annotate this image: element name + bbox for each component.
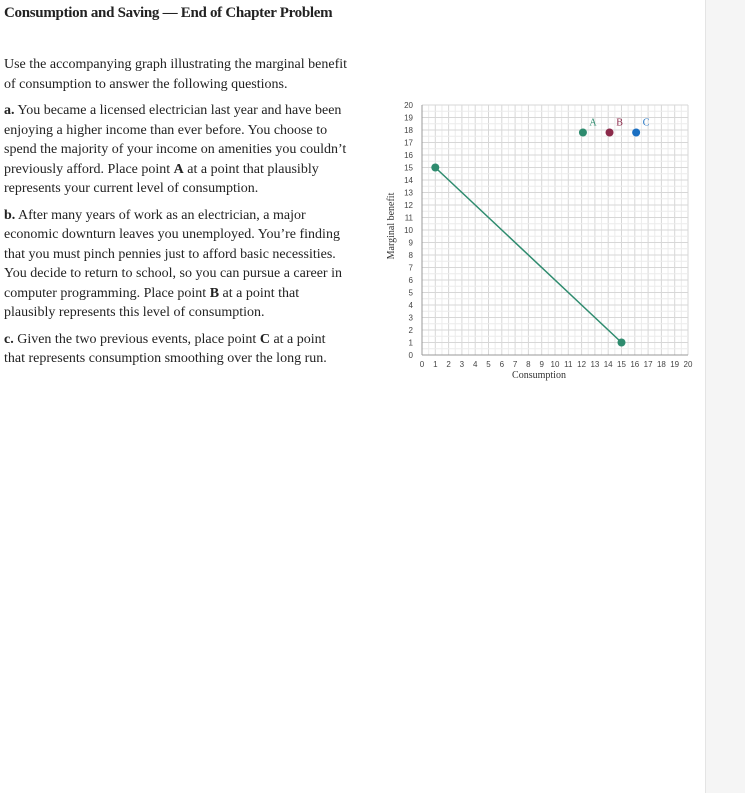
x-tick-label: 12 — [577, 360, 587, 369]
question-c-text-2: at a point that represents consumption smoothing over the long run. — [4, 331, 327, 366]
mb-curve-endpoint[interactable] — [431, 164, 439, 172]
x-axis-label: Consumption — [512, 370, 566, 381]
y-tick-label: 9 — [408, 238, 413, 248]
marginal-benefit-chart[interactable] — [380, 98, 695, 388]
y-tick-label: 6 — [408, 276, 413, 285]
y-tick-label: 8 — [408, 251, 413, 260]
y-tick-label: 7 — [408, 263, 413, 273]
x-tick-label: 7 — [512, 360, 518, 369]
mb-curve-endpoint[interactable] — [618, 339, 626, 347]
y-tick-label: 4 — [408, 301, 413, 310]
question-c — [4, 330, 349, 369]
x-tick-label: 3 — [459, 360, 465, 369]
y-tick-label: 16 — [404, 151, 413, 160]
y-tick-label: 11 — [404, 213, 413, 223]
question-b-text-2: at a point that plausibly represents this level of consumption. — [4, 285, 300, 320]
problem-text — [4, 55, 349, 376]
x-tick-label: 0 — [419, 360, 425, 369]
y-tick-label: 3 — [408, 313, 413, 323]
x-tick-label: 14 — [603, 360, 613, 369]
x-tick-label: 10 — [550, 360, 560, 369]
y-tick-label: 5 — [408, 288, 413, 298]
right-sidebar-panel — [705, 0, 745, 793]
question-c-point: C — [259, 331, 270, 347]
question-b-label: b. — [4, 207, 16, 223]
y-axis-label: Marginal benefit — [386, 192, 397, 260]
intro-paragraph: Use the accompanying graph illustrating the marginal benefit of consumption to answer the following questions. — [4, 57, 348, 92]
x-tick-label: 16 — [630, 360, 640, 369]
question-b-point: B — [209, 285, 220, 301]
x-tick-label: 5 — [486, 360, 491, 369]
x-tick-label: 11 — [564, 360, 573, 369]
y-tick-label: 19 — [404, 113, 413, 123]
question-a-text-2: at a point that plausibly represents your current level of consumption. — [4, 161, 319, 196]
point-a-marker[interactable] — [579, 129, 587, 137]
x-tick-label: 6 — [499, 360, 505, 369]
question-c-label: c. — [4, 331, 14, 347]
y-tick-label: 20 — [404, 101, 413, 110]
point-c-marker[interactable] — [632, 129, 640, 137]
y-tick-label: 0 — [408, 351, 413, 360]
y-tick-label: 2 — [408, 326, 413, 335]
y-tick-label: 14 — [404, 176, 413, 185]
x-tick-label: 1 — [433, 360, 438, 369]
x-tick-label: 17 — [643, 360, 653, 369]
x-tick-label: 13 — [590, 360, 600, 369]
y-tick-label: 13 — [404, 188, 413, 198]
point-a-label: A — [589, 117, 597, 129]
point-c-label: C — [642, 117, 650, 129]
y-tick-label: 17 — [404, 138, 413, 148]
x-tick-label: 20 — [683, 360, 693, 369]
x-tick-label: 8 — [526, 360, 531, 369]
question-c-text-1: Given the two previous events, place point — [17, 331, 260, 347]
question-b-text-1: After many years of work as an electrician, a major economic downturn leaves you unemployed. You’re finding that you must pinch pennies just to afford basic necessities. You decide to return to school, so you can pursue a career in computer programming. Place point — [4, 207, 342, 301]
y-tick-label: 10 — [404, 226, 413, 235]
question-a-point: A — [173, 161, 184, 177]
point-b-marker[interactable] — [606, 129, 614, 137]
question-b — [4, 206, 349, 323]
y-tick-label: 15 — [404, 163, 413, 173]
question-a-label: a. — [4, 103, 15, 118]
page-title: Consumption and Saving — End of Chapter Problem — [4, 5, 333, 21]
x-tick-label: 19 — [670, 360, 680, 369]
x-tick-label: 9 — [539, 360, 544, 369]
x-tick-label: 2 — [446, 360, 451, 369]
y-tick-label: 1 — [408, 338, 413, 348]
question-a — [4, 101, 349, 199]
y-tick-label: 12 — [404, 201, 413, 210]
y-tick-label: 18 — [404, 126, 413, 135]
x-tick-label: 4 — [472, 360, 478, 369]
chart-grid — [422, 105, 688, 355]
question-a-text-1: You became a licensed electrician last year and have been enjoying a higher income than ever before. You choose to spend the majority of your income on amenities you couldn’t previously afford. Place point — [4, 103, 347, 177]
point-b-label: B — [616, 117, 623, 129]
x-tick-label: 15 — [617, 360, 626, 369]
x-tick-label: 18 — [656, 360, 666, 369]
